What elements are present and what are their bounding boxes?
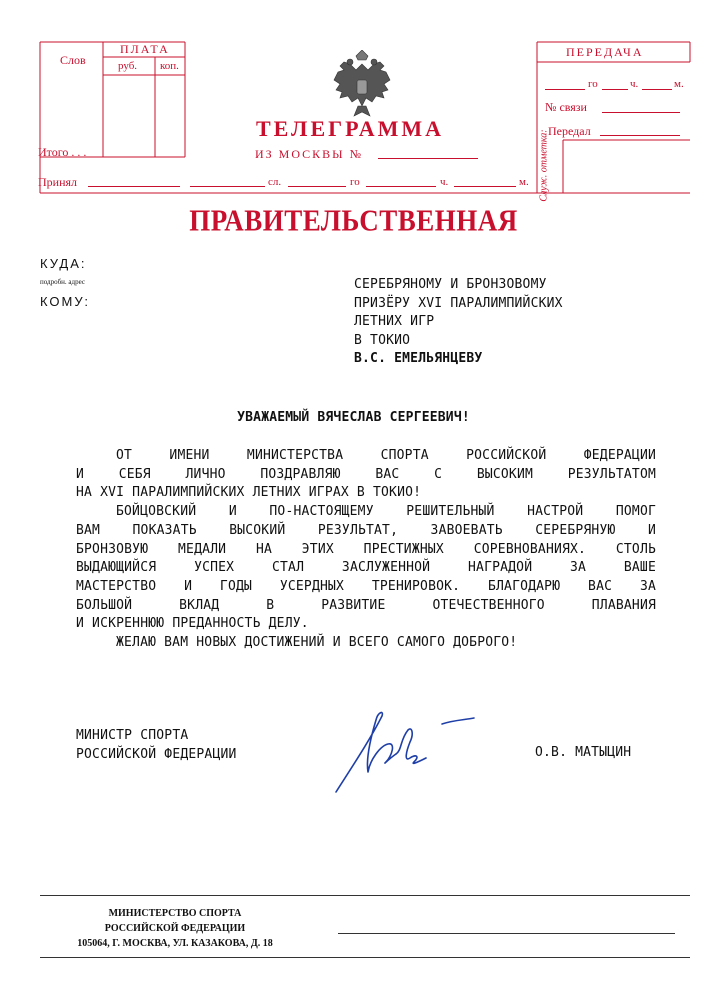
recipient-line: СЕРЕБРЯНОМУ И БРОНЗОВОМУ: [354, 277, 547, 292]
field-peredacha-1: [545, 89, 585, 90]
label-peredacha: ПЕРЕДАЧА: [566, 45, 644, 59]
handwritten-signature: [330, 700, 480, 800]
field-sl: [288, 186, 346, 187]
recipient-line: ЛЕТНИХ ИГР: [354, 314, 435, 329]
footer-bottom-rule: [40, 957, 690, 958]
letter-line: И ИСКРЕННЮЮ ПРЕДАННОСТЬ ДЕЛУ.: [76, 616, 309, 632]
label-ch2: ч.: [630, 78, 639, 90]
signatory-position-line: РОССИЙСКОЙ ФЕДЕРАЦИИ: [76, 746, 237, 762]
field-svyazi: [602, 112, 680, 113]
letter-line: МАСТЕРСТВО И ГОДЫ УСЕРДНЫХ ТРЕНИРОВОК. БЛАГОДАРЮ ВАС ЗА: [76, 578, 656, 594]
footer-address-block: [60, 906, 290, 951]
label-m2: м.: [674, 78, 684, 90]
label-rub: руб.: [118, 60, 138, 72]
field-peredacha-2: [602, 89, 628, 90]
letter-line: БРОНЗОВУЮ МЕДАЛИ НА ЭТИХ ПРЕСТИЖНЫХ СОРЕВНОВАНИЯХ. СТОЛЬ: [76, 541, 656, 557]
label-svyazi: № связи: [545, 100, 587, 114]
label-peredal: Передал: [548, 124, 591, 138]
letter-line: ВЫДАЮЩИЙСЯ УСПЕХ СТАЛ ЗАСЛУЖЕННОЙ НАГРАДОЙ ЗА ВАШЕ: [76, 560, 656, 576]
label-kop: коп.: [160, 60, 179, 72]
letter-line: ВАМ ПОКАЗАТЬ ВЫСОКИЙ РЕЗУЛЬТАТ, ЗАВОЕВАТЬ СЕРЕБРЯНУЮ И: [76, 522, 656, 538]
salutation: УВАЖАЕМЫЙ ВЯЧЕСЛАВ СЕРГЕЕВИЧ!: [237, 410, 470, 425]
letter-line: ОТ ИМЕНИ МИНИСТЕРСТВА СПОРТА РОССИЙСКОЙ ФЕДЕРАЦИИ: [116, 448, 656, 463]
label-go: го: [350, 176, 360, 188]
label-from-moscow: ИЗ МОСКВЫ №: [255, 147, 364, 161]
field-blank-1: [190, 186, 265, 187]
label-komu: КОМУ:: [40, 294, 90, 309]
label-ch: ч.: [440, 176, 449, 188]
government-banner: ПРАВИТЕЛЬСТВЕННАЯ: [189, 202, 518, 238]
field-go: [366, 186, 436, 187]
recipient-line: ПРИЗЁРУ XVI ПАРАЛИМПИЙСКИХ: [354, 295, 563, 311]
footer-line: МИНИСТЕРСТВО СПОРТА: [108, 908, 242, 919]
field-prinyal: [88, 186, 180, 187]
field-peredacha-3: [642, 89, 672, 90]
label-sl: сл.: [268, 176, 282, 188]
letter-line: ЖЕЛАЮ ВАМ НОВЫХ ДОСТИЖЕНИЙ И ВСЕГО САМОГО ДОБРОГО!: [116, 635, 518, 651]
recipient-line: В ТОКИО: [354, 332, 411, 348]
label-plata: ПЛАТА: [120, 42, 170, 56]
label-itogo: Итого . . .: [38, 145, 87, 159]
footer-line: РОССИЙСКОЙ ФЕДЕРАЦИИ: [104, 923, 246, 934]
double-headed-eagle-icon: [330, 50, 394, 122]
label-m: м.: [519, 176, 529, 188]
signatory-position: [76, 727, 237, 764]
telegram-title: ТЕЛЕГРАММА: [256, 116, 445, 141]
letter-line: НА XVI ПАРАЛИМПИЙСКИХ ЛЕТНИХ ИГРАХ В ТОКИО!: [76, 485, 422, 501]
letter-line: И СЕБЯ ЛИЧНО ПОЗДРАВЛЯЮ ВАС С ВЫСОКИМ РЕЗУЛЬТАТОМ: [76, 466, 656, 482]
label-prinyal: Принял: [38, 175, 78, 189]
recipient-block: [354, 276, 563, 369]
signatory-position-line: МИНИСТР СПОРТА: [76, 728, 189, 743]
field-number: [378, 158, 478, 159]
letter-body: [76, 447, 656, 653]
footer-blank-line: [338, 933, 675, 934]
field-ch: [454, 186, 516, 187]
field-peredal: [600, 135, 680, 136]
footer-top-rule: [40, 895, 690, 896]
label-kuda: КУДА:: [40, 256, 87, 271]
letter-line: БОЛЬШОЙ ВКЛАД В РАЗВИТИЕ ОТЕЧЕСТВЕННОГО ПЛАВАНИЯ: [76, 597, 656, 613]
signatory-name: О.В. МАТЫЦИН: [535, 745, 632, 760]
footer-line: 105064, Г. МОСКВА, УЛ. КАЗАКОВА, Д. 18: [77, 938, 273, 949]
letter-line: БОЙЦОВСКИЙ И ПО-НАСТОЯЩЕМУ РЕШИТЕЛЬНЫЙ НАСТРОЙ ПОМОГ: [116, 504, 656, 520]
label-slov: Слов: [60, 53, 86, 67]
label-go2: го: [588, 78, 598, 90]
label-podrobn-adres: подробн. адрес: [40, 278, 85, 286]
label-sluzh-otmetka: Служ. отметка:: [538, 129, 550, 202]
recipient-name: В.С. ЕМЕЛЬЯНЦЕВУ: [354, 351, 483, 366]
